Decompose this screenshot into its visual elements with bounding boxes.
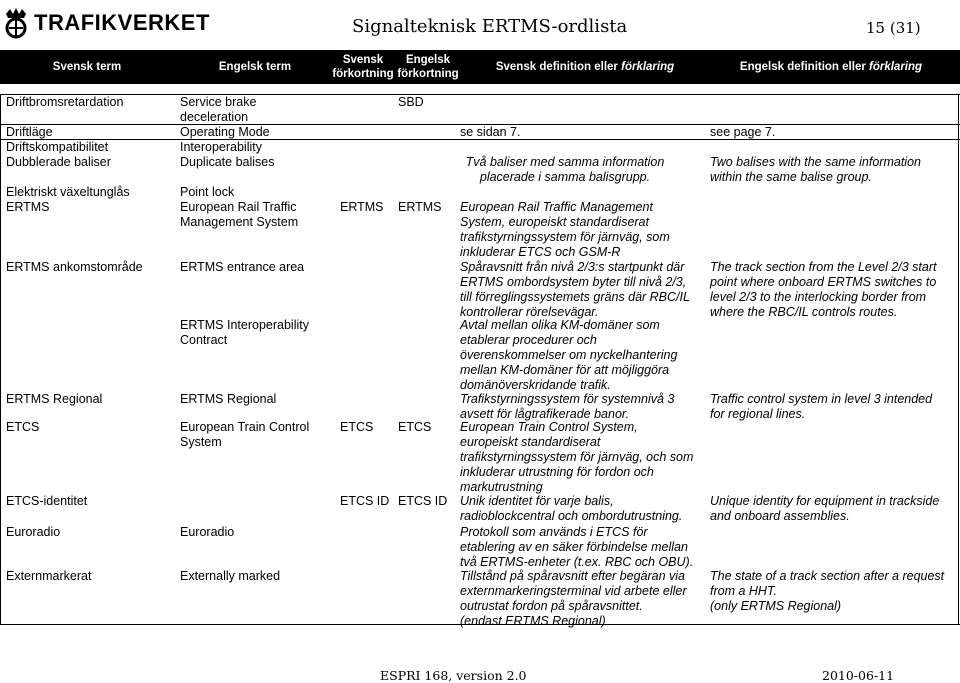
cell-en-term: Euroradio	[180, 525, 235, 539]
col-header-sv-def-a: Svensk definition eller	[495, 61, 622, 73]
cell-en-term: European Train Control System	[180, 420, 310, 449]
cell-en-term: Interoperability	[180, 140, 262, 154]
col-header-en-term: Engelsk term	[218, 61, 292, 73]
col-header-en-def-a: Engelsk definition eller	[739, 61, 870, 73]
cell-sv-term: ETCS	[6, 420, 40, 434]
logo	[2, 6, 210, 40]
cell-sv-def: Trafikstyrningssystem för systemnivå 3 avsett för lågtrafikerade banor.	[460, 392, 675, 421]
cell-sv-def: Unik identitet för varje balis, radioblockcentral och ombordutrustning.	[460, 494, 683, 523]
page-number: 15 (31)	[866, 19, 921, 37]
cell-sv-def: European Rail Traffic Management System, europeiskt standardiserat trafikstyrningssystem för järnväg, som inkluderar ETCS och GSM-R	[460, 200, 670, 259]
cell-en-term: ERTMS entrance area	[180, 260, 305, 274]
cell-sv-term: Euroradio	[6, 525, 61, 539]
cell-en-term: Duplicate balises	[180, 155, 275, 169]
cell-sv-abbr: ETCS	[340, 420, 374, 434]
col-header-sv-def	[470, 60, 700, 74]
cell-sv-term: ETCS-identitet	[6, 494, 88, 508]
cell-en-def: The state of a track section after a request from a HHT. (only ERTMS Regional)	[710, 569, 945, 613]
cell-sv-term: Driftskompatibilitet	[6, 140, 109, 154]
cell-sv-def: Avtal mellan olika KM-domäner som etablerar procedurer och överenskommelser om nyckelhantering mellan KM-domäner för att möjliggöra domänöverskridande trafik.	[460, 318, 678, 392]
cell-en-def: Traffic control system in level 3 intended for regional lines.	[710, 392, 933, 421]
cell-en-term: Point lock	[180, 185, 235, 199]
cell-sv-abbr: ETCS ID	[340, 494, 390, 508]
cell-en-term: European Rail Traffic Management System	[180, 200, 299, 229]
cell-en-abbr: ETCS ID	[398, 494, 448, 508]
cell-sv-def: se sidan 7.	[460, 125, 521, 139]
cell-sv-term: Externmarkerat	[6, 569, 92, 583]
cell-en-abbr: SBD	[398, 95, 424, 109]
footer-doc-id: ESPRI 168, version 2.0	[380, 668, 527, 683]
cell-en-term: Operating Mode	[180, 125, 270, 139]
cell-en-abbr: ETCS	[398, 420, 432, 434]
cell-sv-def: Tillstånd på spåravsnitt efter begäran via externmarkeringsterminal vid arbete eller outrustat fordon på spåravsnittet. (endast ERTMS Regional)	[460, 569, 687, 628]
cell-en-term: ERTMS Regional	[180, 392, 277, 406]
cell-sv-term: ERTMS	[6, 200, 50, 214]
cell-en-term: Service brake deceleration	[180, 95, 257, 124]
cell-sv-def: Två baliser med samma information placerade i samma balisgrupp.	[465, 155, 665, 184]
cell-sv-term: Driftläge	[6, 125, 53, 139]
col-header-en-def-b: förklaring	[869, 61, 923, 73]
logo-text: TRAFIKVERKET	[34, 10, 210, 35]
cell-en-abbr: ERTMS	[398, 200, 442, 214]
row-divider	[0, 139, 960, 140]
cell-sv-def: European Train Control System, europeiskt standardiserat trafikstyrningssystem för järnväg, och som inkluderar utrustning för fordon och markutrustning	[460, 420, 694, 494]
footer-date: 2010-06-11	[822, 668, 895, 683]
cell-sv-term: ERTMS ankomstområde	[6, 260, 143, 274]
cell-sv-term: Elektriskt växeltunglås	[6, 185, 130, 199]
cell-sv-abbr: ERTMS	[340, 200, 384, 214]
col-header-sv-def-b: förklaring	[621, 61, 675, 73]
cell-en-def: Unique identity for equipment in trackside and onboard assemblies.	[710, 494, 940, 523]
table-border-left	[0, 94, 1, 624]
col-header-sv-term: Svensk term	[52, 61, 122, 73]
cell-sv-term: ERTMS Regional	[6, 392, 103, 406]
cell-en-term: Externally marked	[180, 569, 281, 583]
col-header-en-abbr: Engelsk förkortning	[397, 54, 459, 80]
table-border-right	[958, 94, 959, 624]
col-header-sv-abbr: Svensk förkortning	[332, 54, 394, 80]
cell-sv-def: Spåravsnitt från nivå 2/3:s startpunkt där ERTMS ombordsystem byter till nivå 2/3, till förreglingssystemets gräns där RBC/IL kontrollerar rörelsevägar.	[460, 260, 690, 319]
cell-en-term: ERTMS Interoperability Contract	[180, 318, 309, 347]
cell-en-def: Two balises with the same information within the same balise group.	[710, 155, 921, 184]
column-header-bar	[0, 50, 960, 84]
crown-icon	[2, 6, 30, 40]
cell-sv-term: Driftbromsretardation	[6, 95, 124, 109]
table-border-top	[0, 94, 960, 95]
cell-en-def: see page 7.	[710, 125, 776, 139]
page-title: Signalteknisk ERTMS-ordlista	[352, 16, 628, 37]
cell-sv-def: Protokoll som används i ETCS för etablering av en säker förbindelse mellan två ERTMS-enheter (t.ex. RBC och OBU).	[460, 525, 694, 569]
col-header-en-def	[706, 60, 956, 74]
cell-sv-term: Dubblerade baliser	[6, 155, 111, 169]
cell-en-def: The track section from the Level 2/3 start point where onboard ERTMS switches to level 2/3 to the interlocking border from where the RBC/IL controls routes.	[710, 260, 937, 319]
